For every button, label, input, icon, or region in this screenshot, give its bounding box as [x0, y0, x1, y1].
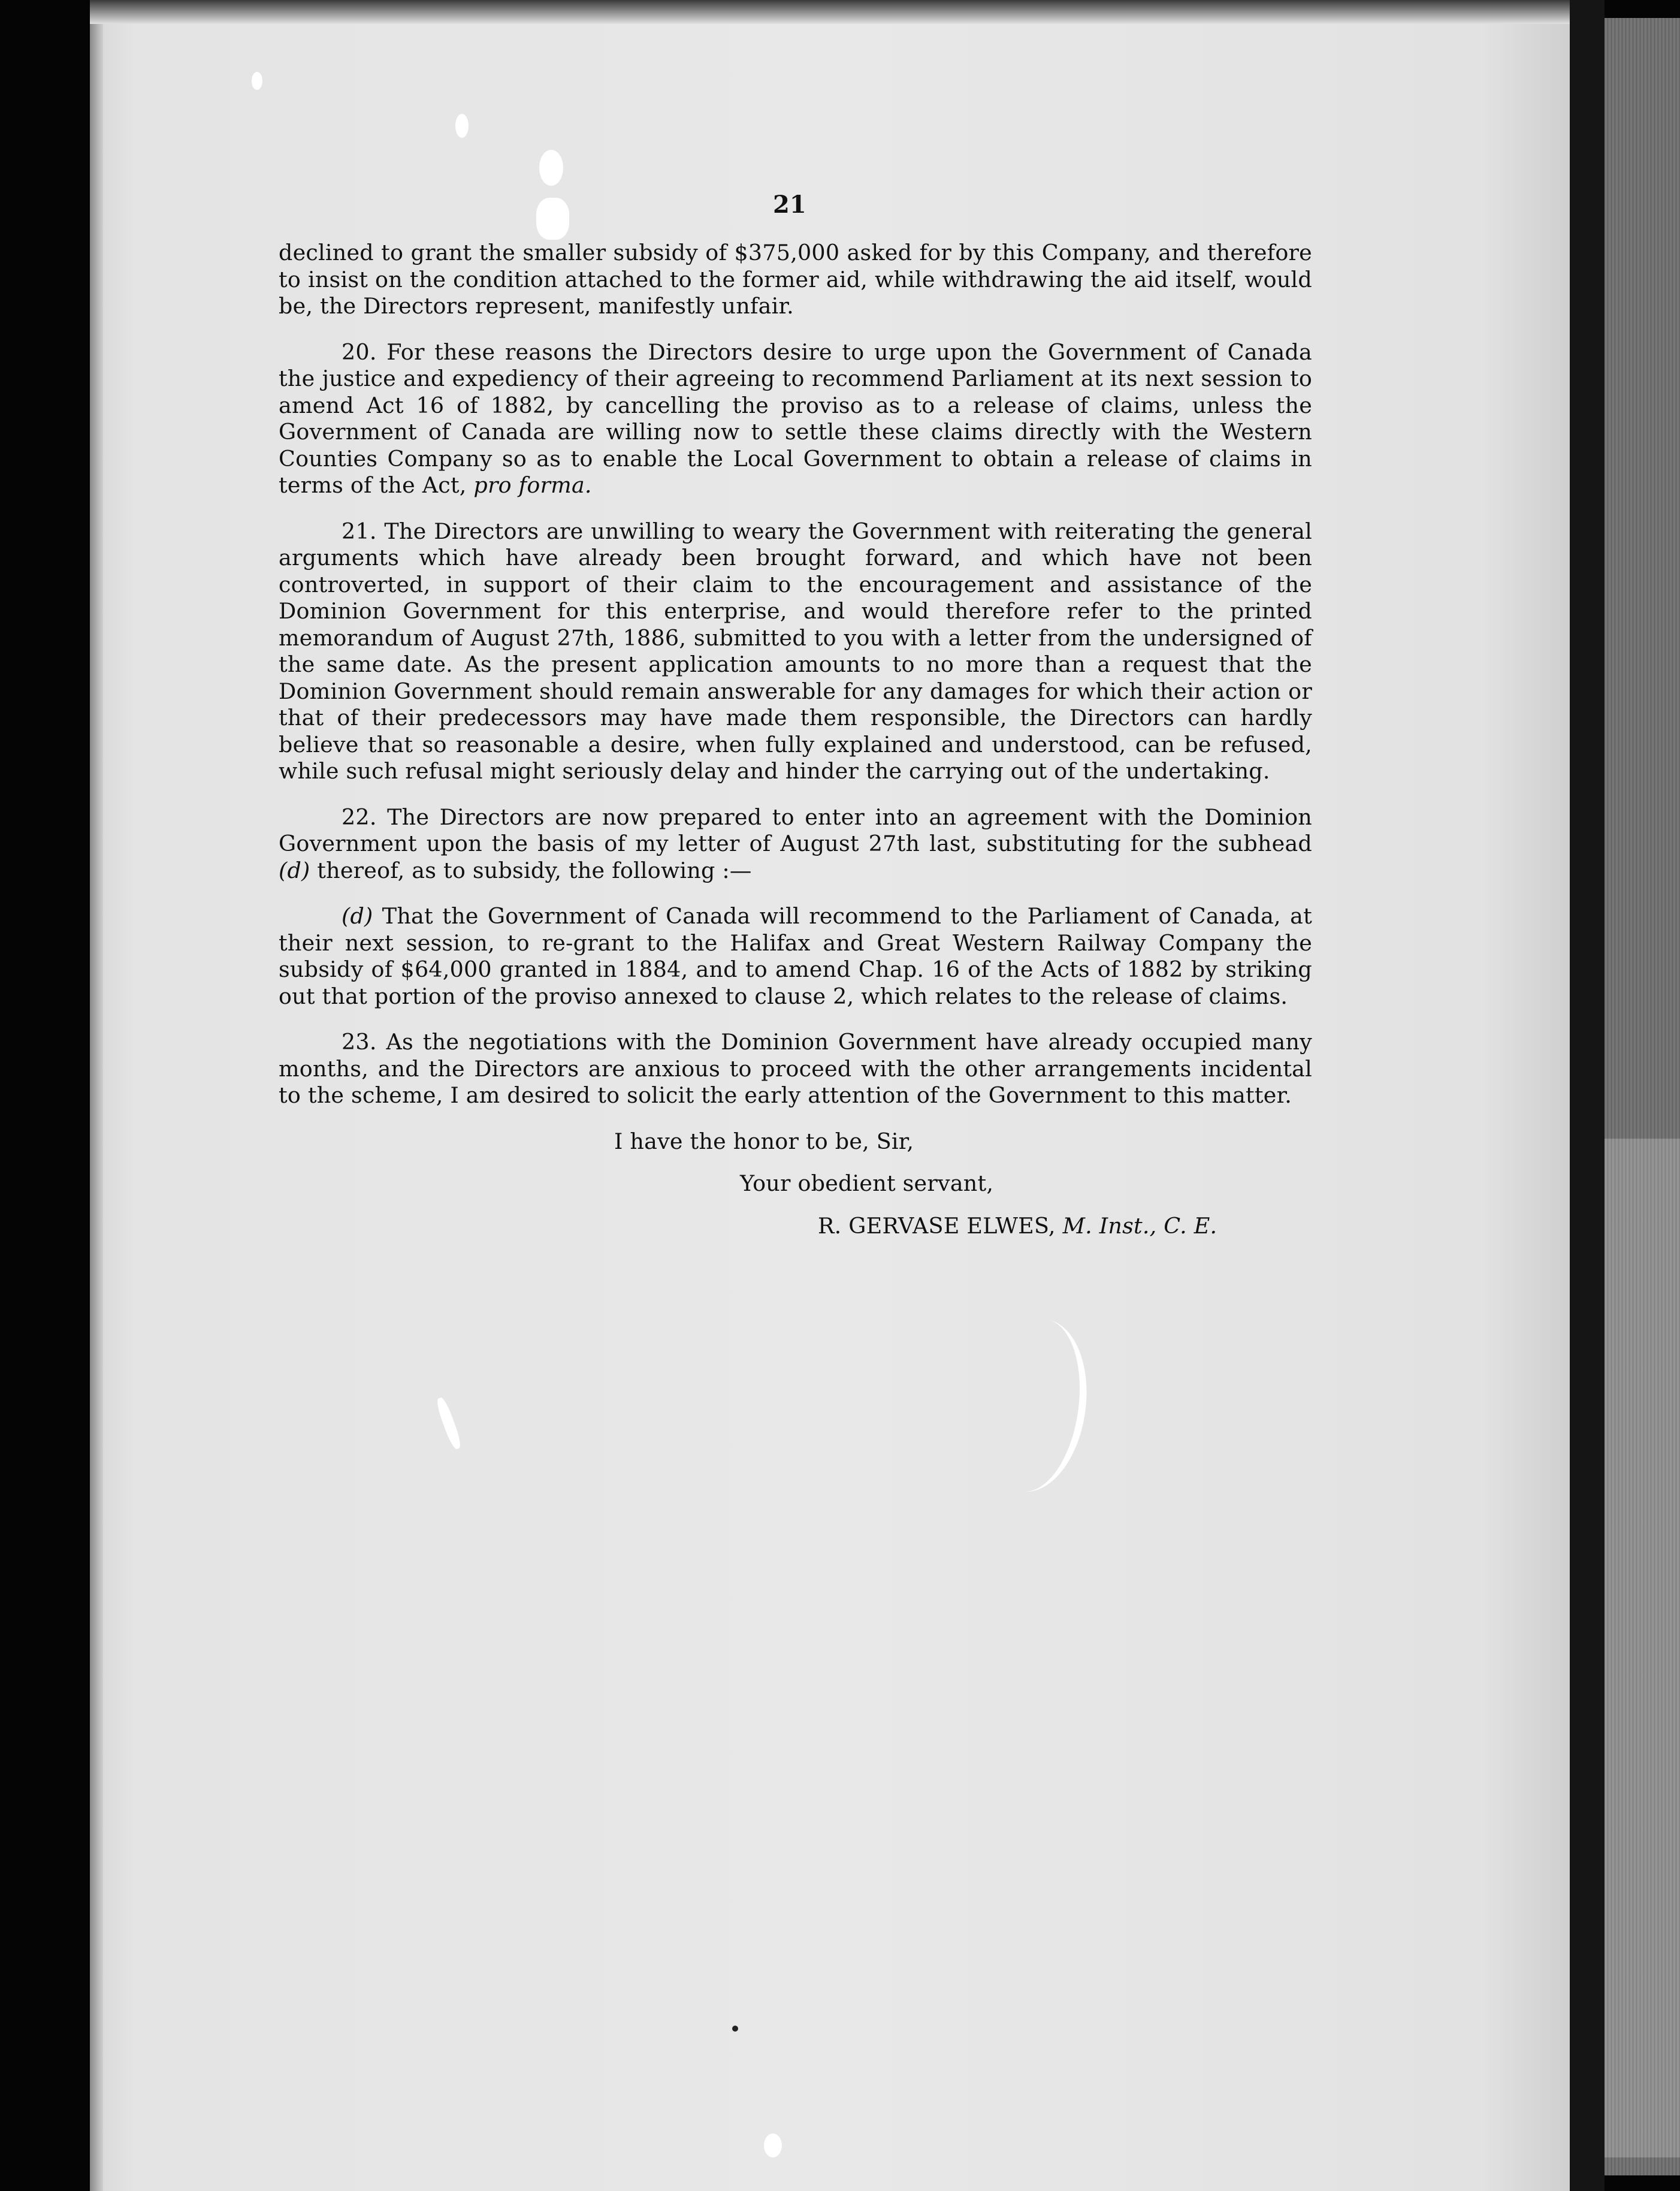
document-body	[279, 198, 1312, 1239]
signature-title: M. Inst., C. E.	[1062, 1212, 1217, 1239]
binding-cloth-lower	[1605, 1139, 1680, 2157]
paper-left-edge	[90, 0, 103, 2191]
closing-salutation: I have the honor to be, Sir,	[614, 1128, 914, 1154]
paragraph-23	[279, 1029, 1312, 1109]
scan-dot	[732, 2026, 738, 2032]
paper-top-shadow	[90, 0, 1570, 24]
paragraph-number: 22.	[342, 804, 377, 830]
scan-blot	[252, 72, 262, 90]
closing-servant: Your obedient servant,	[740, 1170, 994, 1196]
page-number: 21	[773, 191, 806, 219]
paragraph-text: The Directors are now prepared to enter into an agreement with the Dominion Government upon the basis of my letter of August 27th last, substituting for the subhead	[279, 804, 1312, 856]
paragraph-text: As the negotiations with the Dominion Government have already occupied many months, and the Directors are anxious to proceed with the other arrangements incidental to the scheme, I am desired to solicit the early attention of the Government to this matter.	[279, 1029, 1312, 1108]
paragraph-22	[279, 804, 1312, 885]
scan-blot	[764, 2133, 782, 2157]
paragraph-text: That the Government of Canada will recommend to the Parliament of Canada, at their next session, to re-grant to the Halifax and Great Western Railway Company the subsidy of $64,000 granted in 1884, and to amend Chap. 16 of the Acts of 1882 by striking out that portion of the proviso annexed to clause 2, which relates to the release of claims.	[279, 903, 1312, 1009]
signature-name: R. GERVASE ELWES,	[818, 1212, 1056, 1239]
paragraph-text: For these reasons the Directors desire to urge upon the Government of Canada the justice and expediency of their agreeing to recommend Parliament at its next session to amend Act 16 of 1882, by cancelling the proviso as to a release of claims, unless the Government of Canada are willing now to settle these claims directly with the Western Counties Company so as to enable the Local Government to obtain a release of claims in terms of the Act,	[279, 339, 1312, 498]
paragraph-20	[279, 339, 1312, 499]
paragraph-21	[279, 518, 1312, 785]
paragraph-number: 20.	[342, 339, 377, 365]
paragraph-continuation	[279, 240, 1312, 320]
binding-gap	[1570, 0, 1605, 2191]
paragraph-subhead-d	[279, 903, 1312, 1010]
subhead-label: (d)	[342, 903, 373, 929]
scan-blot	[455, 114, 469, 138]
paragraph-number: 23.	[342, 1029, 377, 1055]
paragraph-text: The Directors are unwilling to weary the Government with reiterating the general arguments which have already been brought forward, and which have not been controverted, in support of their claim to the encouragement and assistance of the Dominion Government for this enterprise, and would therefore refer to the printed memorandum of August 27th, 1886, submitted to you with a letter from the undersigned of the same date. As the present application amounts to no more than a request that the Dominion Government should remain answerable for any damages for which their action or that of their predecessors may have made them responsible, the Directors can hardly believe that so reasonable a desire, when fully explained and understood, can be refused, while such refusal might seriously delay and hinder the carrying out of the undertaking.	[279, 518, 1312, 784]
paragraph-number: 21.	[342, 518, 377, 544]
paragraph-text: declined to grant the smaller subsidy of $375,000 asked for by this Company, and therefore to insist on the condition attached to the former aid, while withdrawing the aid itself, would be, the Directors represent, manifestly unfair.	[279, 240, 1312, 319]
paragraph-italic: (d)	[279, 857, 310, 883]
paragraph-italic: pro forma.	[473, 472, 592, 498]
signature	[279, 1213, 1312, 1240]
paragraph-text-end: thereof, as to subsidy, the following :—	[317, 857, 752, 883]
scan-blot	[539, 150, 563, 186]
